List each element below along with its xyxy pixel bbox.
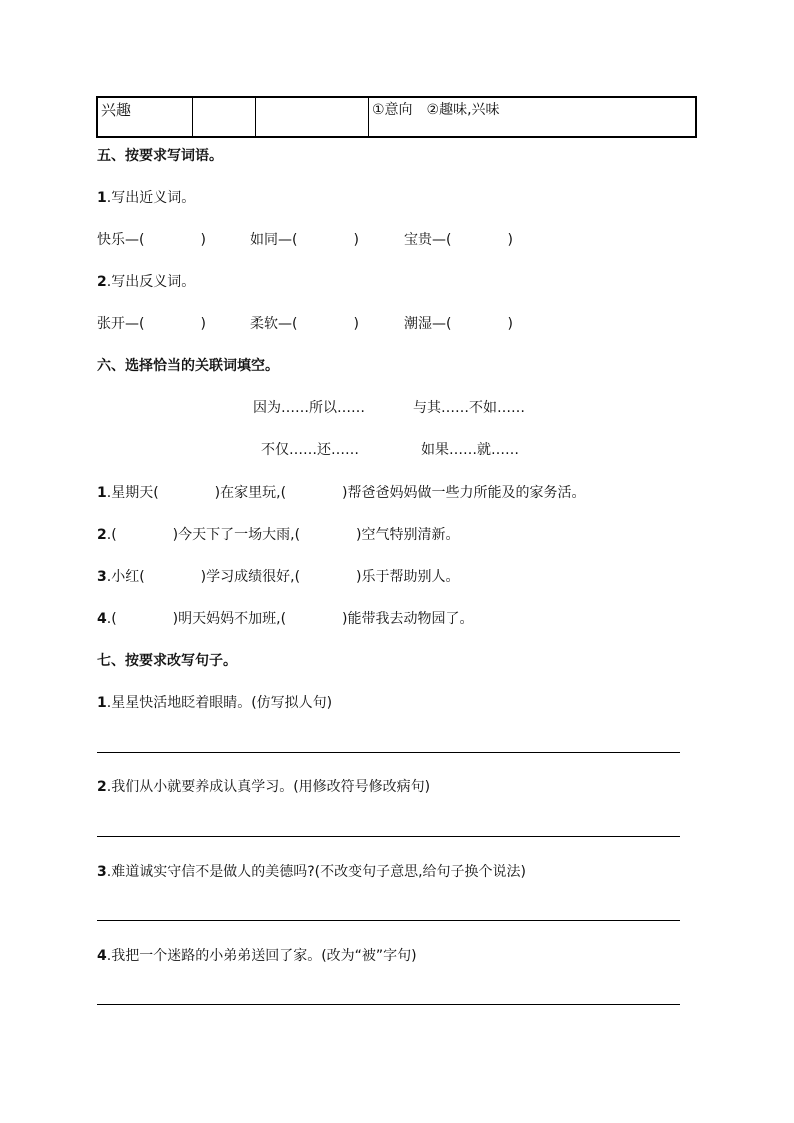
question-text: .难道诚实守信不是做人的美德吗?(不改变句子意思,给句子换个说法): [106, 864, 527, 880]
question-text: .( )今天下了一场大雨,( )空气特别清新。: [106, 527, 460, 543]
section7-title: 七、按要求改写句子。: [97, 653, 237, 669]
table-row: [97, 97, 696, 137]
section5-q2: [97, 273, 195, 291]
section5-title: 五、按要求写词语。: [97, 148, 223, 164]
question-number: 4: [97, 948, 107, 964]
section6-title: 六、选择恰当的关联词填空。: [97, 358, 279, 374]
conjunction-option: 与其……不如……: [413, 400, 525, 416]
question-number: 2: [97, 274, 107, 290]
rewrite-item: [97, 863, 526, 881]
question-text: .( )明天妈妈不加班,( )能带我去动物园了。: [106, 611, 474, 627]
empty-cell[interactable]: [193, 97, 256, 137]
rewrite-item: [97, 778, 430, 796]
question-text: .写出反义词。: [106, 274, 196, 290]
question-number: 1: [97, 190, 107, 206]
synonym-item[interactable]: 如同—( ): [250, 232, 359, 248]
question-text: .写出近义词。: [106, 190, 196, 206]
empty-cell[interactable]: [256, 97, 369, 137]
conjunction-option: 不仅……还……: [261, 442, 359, 458]
fill-item[interactable]: [97, 610, 474, 628]
answer-line[interactable]: [97, 1004, 680, 1005]
rewrite-item: [97, 694, 332, 712]
question-number: 2: [97, 527, 107, 543]
antonym-item[interactable]: 柔软—( ): [250, 316, 359, 332]
question-number: 4: [97, 611, 107, 627]
fill-item[interactable]: [97, 568, 460, 586]
question-number: 3: [97, 864, 107, 880]
word-cell: 兴趣: [97, 97, 193, 137]
synonym-item[interactable]: 快乐—( ): [97, 232, 206, 248]
fill-item[interactable]: [97, 484, 586, 502]
question-number: 3: [97, 569, 107, 585]
question-text: .星星快活地眨着眼睛。(仿写拟人句): [106, 695, 333, 711]
vocab-table: [96, 96, 697, 138]
section5-q1: [97, 189, 195, 207]
answer-line[interactable]: [97, 836, 680, 837]
conjunction-option: 因为……所以……: [253, 400, 365, 416]
meaning-cell: ①意向 ②趣味,兴味: [369, 97, 697, 137]
answer-line[interactable]: [97, 920, 680, 921]
question-text: .我们从小就要养成认真学习。(用修改符号修改病句): [106, 779, 431, 795]
antonym-item[interactable]: 张开—( ): [97, 316, 206, 332]
question-text: .小红( )学习成绩很好,( )乐于帮助别人。: [106, 569, 460, 585]
fill-item[interactable]: [97, 526, 460, 544]
question-text: .星期天( )在家里玩,( )帮爸爸妈妈做一些力所能及的家务活。: [106, 485, 586, 501]
question-text: .我把一个迷路的小弟弟送回了家。(改为“被”字句): [106, 948, 417, 964]
rewrite-item: [97, 947, 417, 965]
question-number: 2: [97, 779, 107, 795]
synonym-item[interactable]: 宝贵—( ): [404, 232, 513, 248]
conjunction-option: 如果……就……: [421, 442, 519, 458]
question-number: 1: [97, 485, 107, 501]
question-number: 1: [97, 695, 107, 711]
antonym-item[interactable]: 潮湿—( ): [404, 316, 513, 332]
answer-line[interactable]: [97, 752, 680, 753]
